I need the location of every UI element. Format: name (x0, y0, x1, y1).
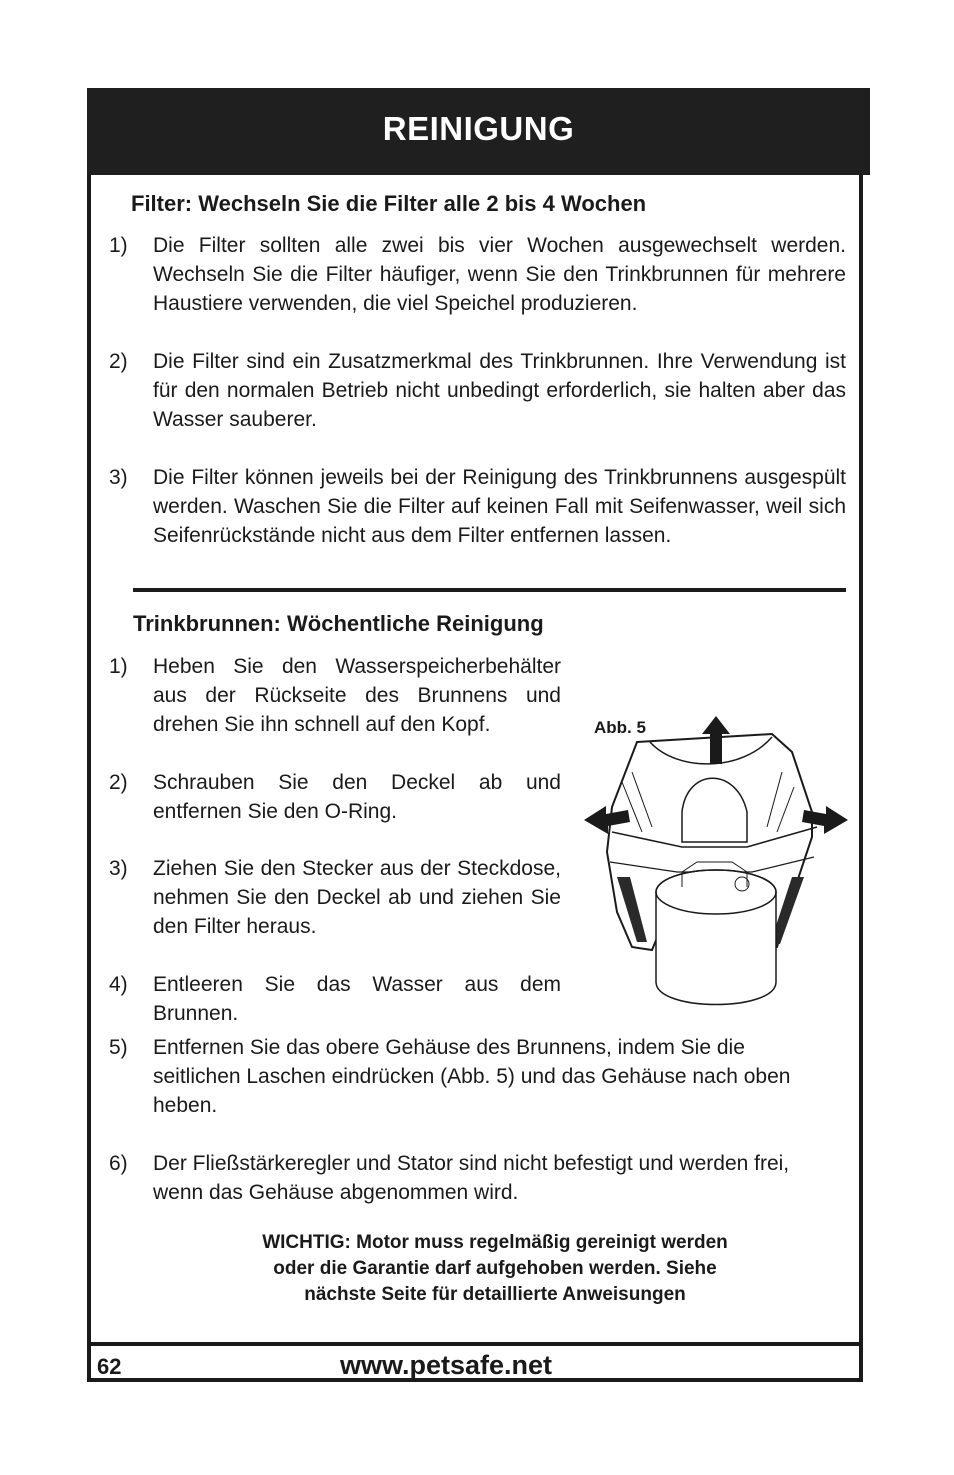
item-text: Entleeren Sie das Wasser aus dem Brunnen. (153, 973, 561, 1025)
item-number: 2) (109, 350, 128, 373)
item-text: Ziehen Sie den Stecker aus der Steckdose, nehmen Sie den Deckel ab und ziehen Sie den Filter heraus. (153, 857, 561, 938)
section-divider (133, 588, 846, 592)
fountain-section-title: Trinkbrunnen: Wöchentliche Reinigung (133, 611, 544, 636)
item-text: Heben Sie den Wasserspeicherbehälter aus der Rückseite des Brunnens und drehen Sie ihn schnell auf den Kopf. (153, 655, 561, 736)
item-number: 2) (109, 771, 128, 794)
item-number: 4) (109, 973, 128, 996)
item-number: 6) (109, 1152, 128, 1175)
item-number: 1) (109, 655, 128, 678)
page-title: REINIGUNG (382, 110, 575, 147)
figure-label: Abb. 5 (594, 718, 646, 737)
page-number: 62 (97, 1354, 122, 1379)
item-text: Entfernen Sie das obere Gehäuse des Brunnens, indem Sie die seitlichen Laschen eindrücken (Abb. 5) und das Gehäuse nach oben heben. (153, 1036, 791, 1117)
item-text: Der Fließstärkeregler und Stator sind nicht befestigt und werden frei, wenn das Gehäuse abgenommen wird. (153, 1152, 790, 1204)
website-url: www.petsafe.net (340, 1350, 553, 1380)
item-number: 5) (109, 1036, 128, 1059)
item-number: 3) (109, 857, 128, 880)
important-line: oder die Garantie darf aufgehoben werden. Siehe (273, 1258, 717, 1279)
item-text: Die Filter sind ein Zusatzmerkmal des Trinkbrunnen. Ihre Verwendung ist für den normalen Betrieb nicht unbedingt erforderlich, sie halten aber das Wasser sauberer. (153, 350, 846, 431)
filter-section-title: Filter: Wechseln Sie die Filter alle 2 bis 4 Wochen (131, 191, 647, 216)
important-notice (180, 1230, 810, 1308)
item-text: Die Filter können jeweils bei der Reinigung des Trinkbrunnens ausgespült werden. Waschen Sie die Filter auf keinen Fall mit Seifenwasser, weil sich Seifenrückstände nicht aus dem Filter entfernen lassen. (153, 466, 846, 547)
item-number: 3) (109, 466, 128, 489)
item-text: Schrauben Sie den Deckel ab und entfernen Sie den O-Ring. (153, 771, 561, 823)
item-number: 1) (109, 234, 128, 257)
important-line: WICHTIG: Motor muss regelmäßig gereinigt werden (262, 1232, 728, 1253)
footer-divider (87, 1342, 863, 1346)
item-text: Die Filter sollten alle zwei bis vier Wochen ausgewechselt werden. Wechseln Sie die Filter häufiger, wenn Sie den Trinkbrunnen für mehrere Haustiere verwenden, die viel Speichel produzieren. (153, 234, 846, 315)
important-line: nächste Seite für detaillierte Anweisungen (304, 1284, 686, 1305)
fountain-housing-illustration (582, 712, 850, 1012)
